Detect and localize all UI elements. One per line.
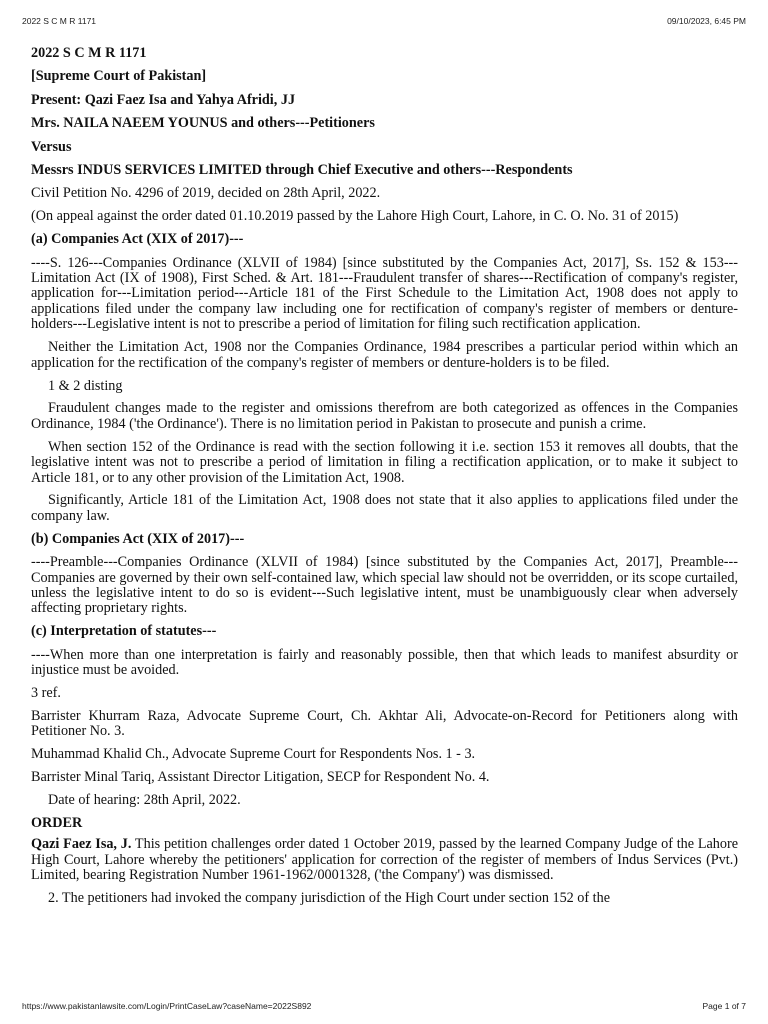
headnote-a-para-1: Neither the Limitation Act, 1908 nor the Companies Ordinance, 1984 prescribes a particular period within which an application for the rectification of the company's register of members or denture-holders is to be filed.	[31, 339, 738, 371]
print-footer	[0, 1001, 768, 1011]
headnote-c-heading: (c) Interpretation of statutes---	[31, 623, 217, 640]
headnote-a-para-3: When section 152 of the Ordinance is read with the section following it i.e. section 153 it removes all doubts, that the legislative intent was not to prescribe a period of limitation in filing a rectification application, or to make it subject to Article 181, or to any other provision of the Limitation Act, 1908.	[31, 438, 738, 486]
print-header-title: 2022 S C M R 1171	[22, 16, 97, 26]
print-footer-url: https://www.pakistanlawsite.com/Login/PrintCaseLaw?caseName=2022S892	[22, 1001, 312, 1011]
headnote-b-heading: (b) Companies Act (XIX of 2017)---	[31, 530, 245, 547]
counsel-respondent-4: Barrister Minal Tariq, Assistant Director Litigation, SECP for Respondent No. 4.	[31, 769, 490, 786]
counsel-respondents-1-3: Muhammad Khalid Ch., Advocate Supreme Court for Respondents Nos. 1 - 3.	[31, 746, 476, 763]
headnote-a-body: ----S. 126---Companies Ordinance (XLVII of 1984) [since substituted by the Companies Act, 2017], Ss. 152 & 153---Limitation Act (IX of 1908), First Sched. & Art. 181---Fraudulent transfer of shares---Rectification of company's register, application for---Limitation period---Article 181 of the First Schedule to the Limitation Act, 1908 does not apply to applications filed under the company law including one for rectification of company's register of members or denture-holders---Legislative intent is not to prescribe a period of limitation for filing such rectification application.	[31, 254, 738, 333]
headnote-c-ref: 3 ref.	[31, 685, 61, 701]
print-header	[0, 16, 768, 26]
headnote-a-disting: 1 & 2 disting	[48, 377, 123, 394]
print-header-datetime: 09/10/2023, 6:45 PM	[667, 16, 746, 26]
petitioners: Mrs. NAILA NAEEM YOUNUS and others---Petitioners	[31, 115, 375, 132]
petition-info: Civil Petition No. 4296 of 2019, decided on 28th April, 2022.	[31, 185, 381, 202]
appeal-info: (On appeal against the order dated 01.10.2019 passed by the Lahore High Court, Lahore, in C. O. No. 31 of 2015)	[31, 208, 679, 225]
respondents: Messrs INDUS SERVICES LIMITED through Chief Executive and others---Respondents	[31, 162, 573, 179]
case-citation: 2022 S C M R 1171	[31, 45, 147, 61]
bench: Present: Qazi Faez Isa and Yahya Afridi, JJ	[31, 91, 296, 108]
versus: Versus	[31, 138, 72, 155]
headnote-a-para-4: Significantly, Article 181 of the Limitation Act, 1908 does not state that it also applies to applications filed under the company law.	[31, 492, 738, 524]
order-author: Qazi Faez Isa, J.	[31, 836, 132, 853]
headnote-a-heading: (a) Companies Act (XIX of 2017)---	[31, 231, 244, 248]
headnote-b-body: ----Preamble---Companies Ordinance (XLVII of 1984) [since substituted by the Companies Act, 2017], Preamble---Companies are governed by their own self-contained law, which special law should not be overridden, or its scope curtailed, unless the legislative intent to do so is evident---Such legislative intent, must be unambiguously clear when adversely affecting proprietary rights.	[31, 554, 738, 617]
order-para-2: 2. The petitioners had invoked the company jurisdiction of the High Court under section 152 of the	[48, 891, 610, 907]
order-para-1-text: This petition challenges order dated 1 October 2019, passed by the learned Company Judge of the Lahore High Court, Lahore whereby the petitioners' application for correction of the register of members of Indus Services (Pvt.) Limited, bearing Registration Number 1961-1962/0001328, ('the Company') was dismissed.	[31, 836, 738, 884]
headnote-a-para-2: Fraudulent changes made to the register and omissions therefrom are both categorized as offences in the Companies Ordinance, 1984 ('the Ordinance'). There is no limitation period in Pakistan to prosecute and punish a crime.	[31, 400, 738, 432]
document-body	[31, 46, 738, 906]
order-title: ORDER	[31, 814, 83, 831]
order-para-1	[31, 837, 738, 883]
print-footer-page: Page 1 of 7	[702, 1001, 746, 1011]
counsel-petitioners: Barrister Khurram Raza, Advocate Supreme Court, Ch. Akhtar Ali, Advocate-on-Record for Petitioners along with Petitioner No. 3.	[31, 707, 738, 740]
hearing-date: Date of hearing: 28th April, 2022.	[48, 792, 241, 809]
court-name: [Supreme Court of Pakistan]	[31, 68, 207, 85]
headnote-c-body: ----When more than one interpretation is fairly and reasonably possible, then that which leads to manifest absurdity or injustice must be avoided.	[31, 646, 738, 679]
